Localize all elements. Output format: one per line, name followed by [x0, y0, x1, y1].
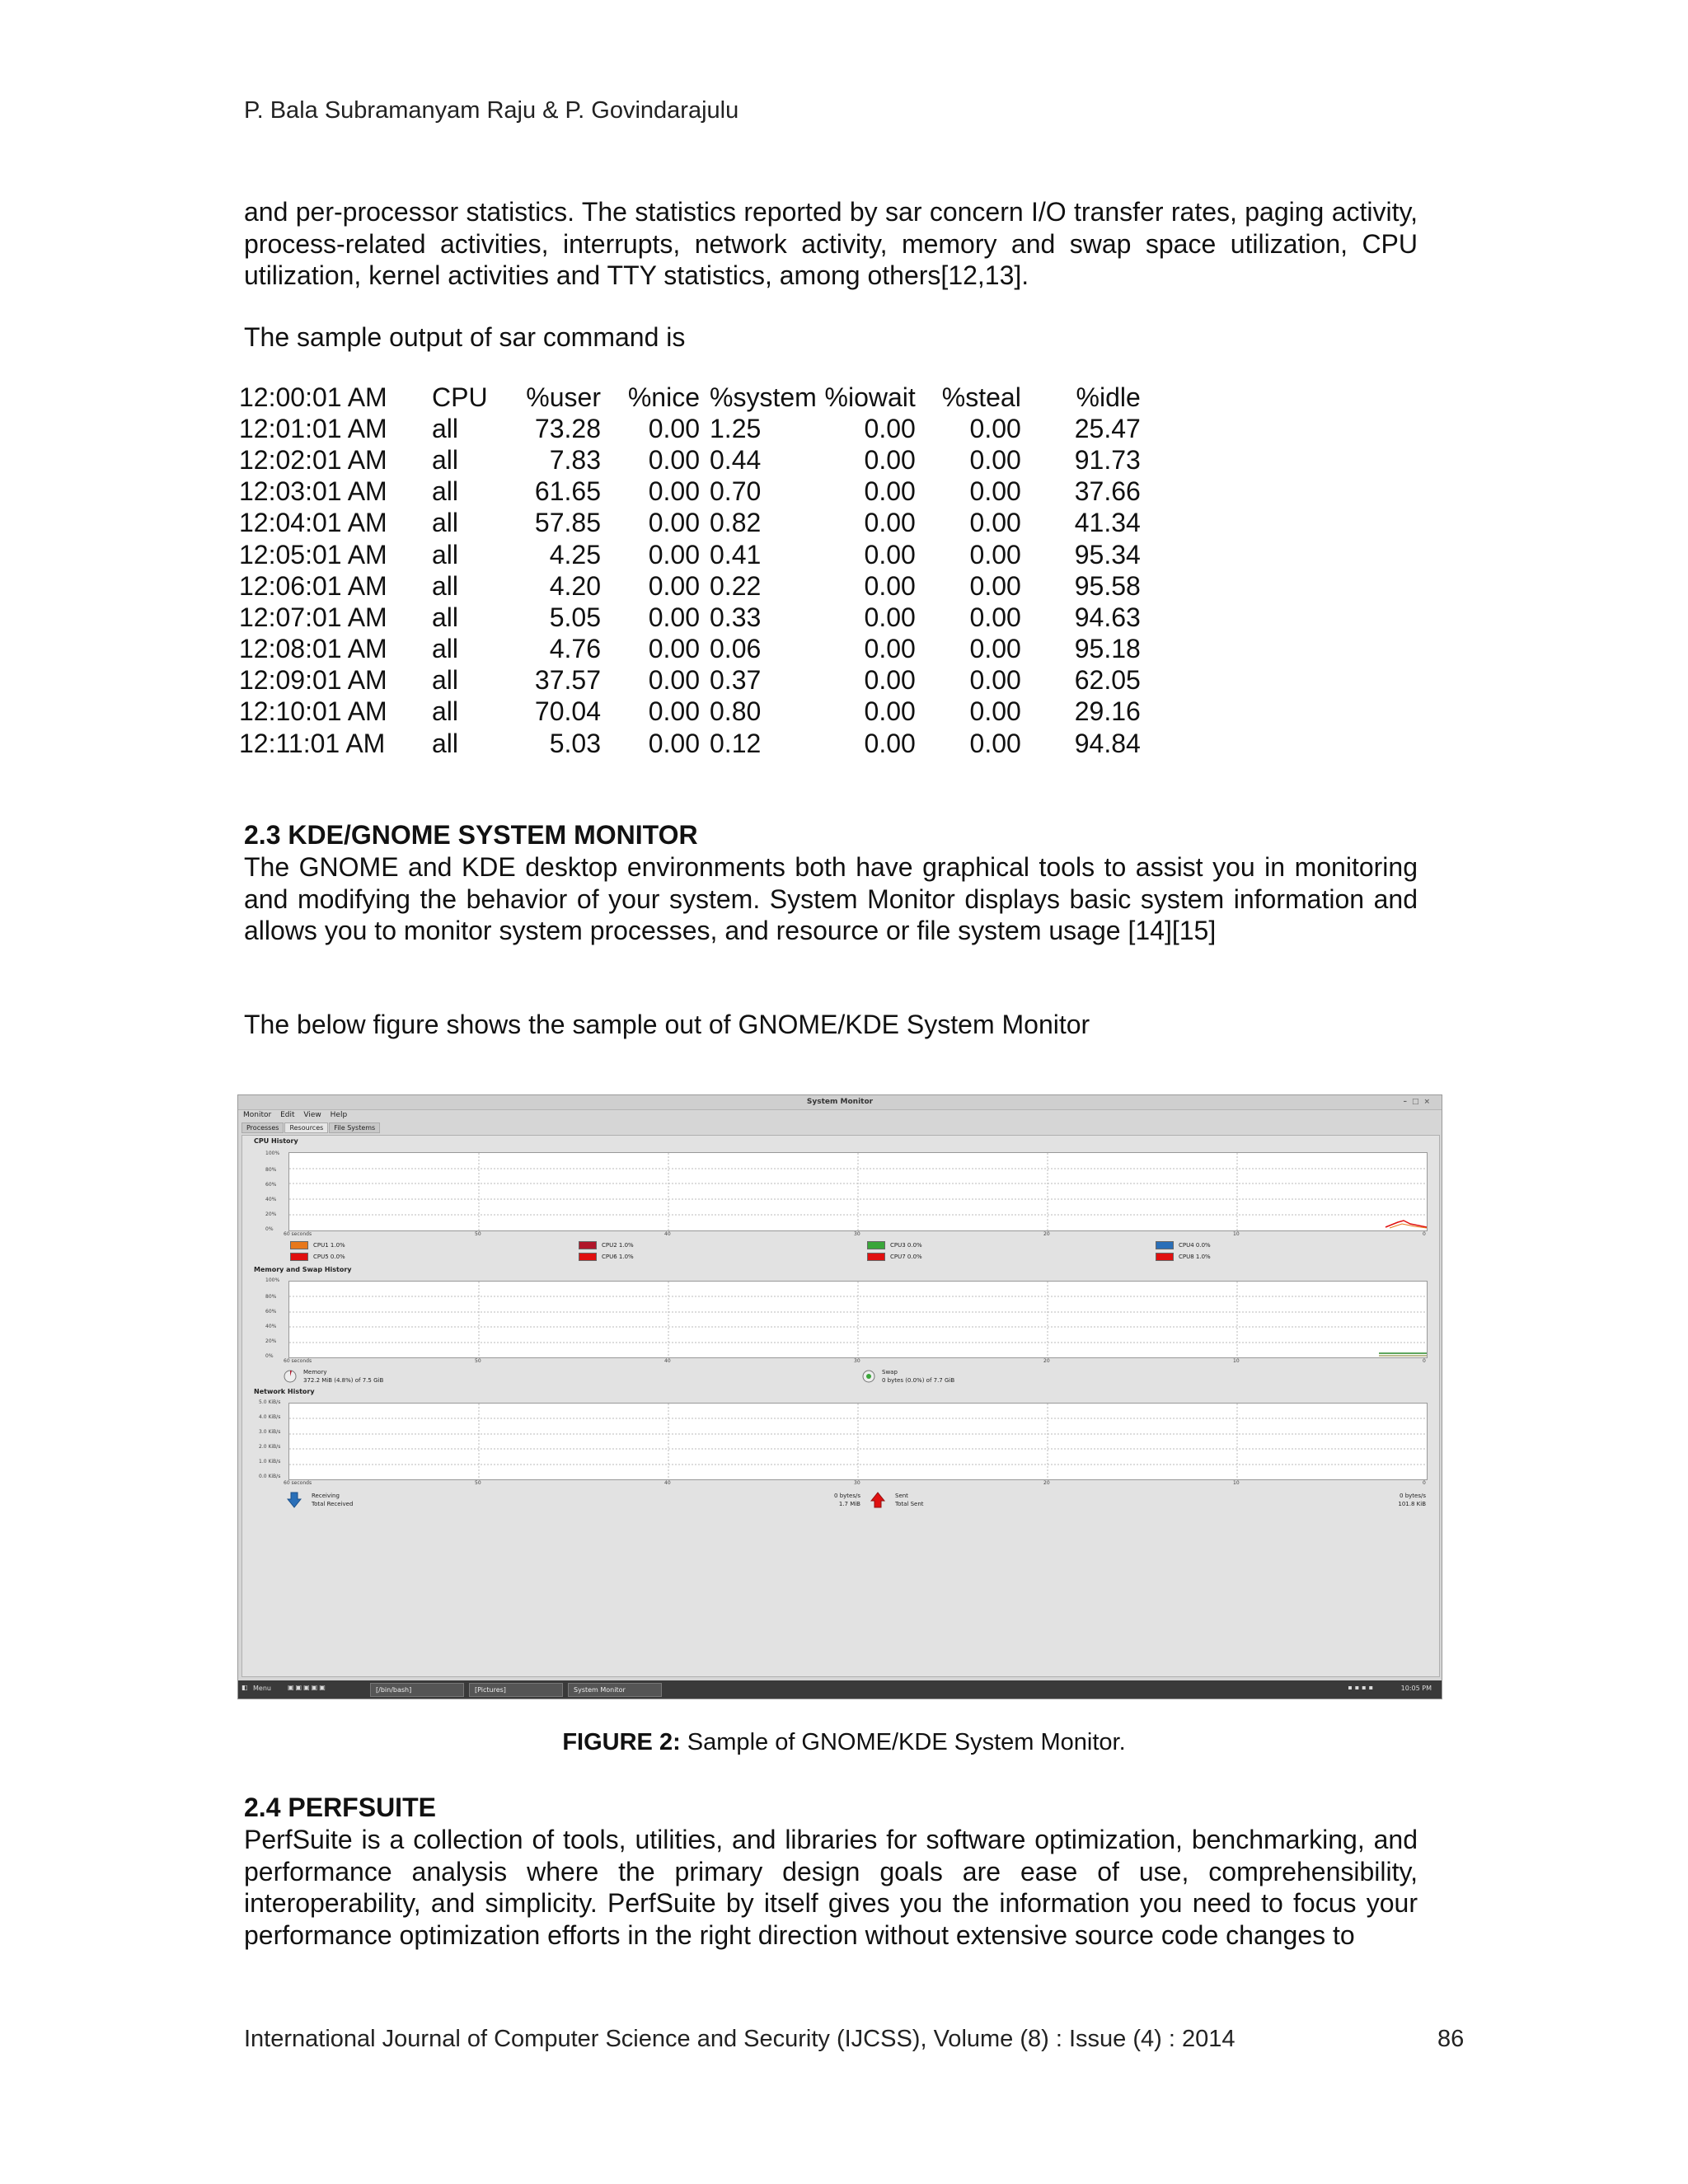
sar-cell: 37.66 — [1074, 476, 1141, 507]
x-tick: 40 — [664, 1231, 671, 1237]
window-controls[interactable] — [1403, 1095, 1435, 1109]
sar-cell: 0.00 — [648, 696, 700, 727]
sar-cell: 0.00 — [864, 476, 916, 507]
sar-cell: 0.00 — [648, 570, 700, 601]
sar-cell: all — [432, 539, 459, 569]
sar-cell: 0.00 — [864, 665, 916, 696]
sar-cell: 0.00 — [864, 444, 916, 475]
sar-cell: 0.00 — [969, 665, 1021, 696]
x-tick: 30 — [854, 1480, 860, 1486]
sar-cell: 0.00 — [969, 602, 1021, 632]
sar-cell: 0.00 — [864, 570, 916, 601]
sar-cell: 0.22 — [710, 570, 762, 601]
cpu-y-tick: 40% — [265, 1197, 277, 1202]
sar-cell: 7.83 — [549, 444, 601, 475]
sar-row — [239, 444, 1141, 476]
sar-cell: 61.65 — [534, 476, 601, 507]
x-tick: 50 — [475, 1231, 481, 1237]
sar-output-table — [239, 382, 1141, 759]
menu-edit[interactable]: Edit — [280, 1111, 295, 1119]
cpu6-label: CPU6 1.0% — [602, 1254, 634, 1260]
sar-cell: all — [432, 476, 459, 507]
sar-cell: 0.37 — [710, 665, 762, 696]
cpu2-legend — [579, 1241, 634, 1249]
cpu4-label: CPU4 0.0% — [1179, 1242, 1211, 1249]
x-tick: 20 — [1043, 1480, 1050, 1486]
sar-cell: 0.00 — [864, 728, 916, 758]
sar-cell: 0.00 — [648, 634, 700, 664]
window-title: System Monitor — [806, 1098, 874, 1106]
sar-cell: 0.00 — [648, 444, 700, 475]
menu-help[interactable]: Help — [330, 1111, 348, 1119]
sar-cell: 12:08:01 AM — [239, 634, 387, 664]
sar-cell: 0.00 — [969, 539, 1021, 569]
sar-cell: 12:03:01 AM — [239, 476, 387, 507]
sar-cell: 25.47 — [1074, 413, 1141, 443]
footer-journal: International Journal of Computer Science and Security (IJCSS), Volume (8) : Issue (4) : 2014 — [244, 2026, 1236, 2052]
cpu8-legend — [1156, 1253, 1211, 1261]
network-graph-svg — [289, 1404, 1427, 1479]
figure-caption-text: Sample of GNOME/KDE System Monitor. — [680, 1729, 1126, 1755]
sar-cell: 0.33 — [710, 602, 762, 632]
sar-cell: 12:06:01 AM — [239, 570, 387, 601]
download-arrow-icon[interactable] — [287, 1492, 302, 1508]
menu-view[interactable]: View — [303, 1111, 321, 1119]
memory-info — [284, 1368, 383, 1385]
sent-values — [1363, 1492, 1426, 1508]
network-grid — [289, 1404, 1427, 1479]
sar-cell: 0.00 — [648, 476, 700, 507]
cpu4-legend — [1156, 1241, 1211, 1249]
memory-history-graph — [288, 1281, 1428, 1358]
menu-launcher-icon[interactable]: ◧ — [241, 1684, 248, 1691]
sar-cell: 4.76 — [549, 634, 601, 664]
mem-y-tick: 20% — [265, 1338, 277, 1344]
cpu-grid — [289, 1153, 1427, 1230]
x-tick: 40 — [664, 1480, 671, 1486]
sar-cell: 12:10:01 AM — [239, 696, 387, 727]
sar-row — [239, 728, 1141, 759]
tab-processes[interactable]: Processes — [241, 1122, 284, 1133]
swap-value: 0 bytes (0.0%) of 7.7 GiB — [882, 1377, 955, 1384]
sar-header-cell: %system — [710, 382, 817, 412]
section-2-4-paragraph: PerfSuite is a collection of tools, utilities, and libraries for software optimization, benchmarking, and performance analysis where the primary design goals are ease of use, comprehensibility, interoperability, and simplicity. PerfSuite by itself gives you the information you need to focus your performance optimization efforts in the right direction without extensive source code changes to — [244, 1825, 1418, 1950]
window-titlebar — [238, 1095, 1442, 1110]
network-history-title: Network History — [254, 1388, 315, 1395]
sar-cell: 0.00 — [969, 444, 1021, 475]
net-y-tick: 1.0 KiB/s — [259, 1459, 281, 1465]
swap-pie-icon[interactable] — [862, 1370, 875, 1383]
memory-grid — [289, 1282, 1427, 1357]
sar-cell: 0.00 — [648, 413, 700, 443]
swap-info — [862, 1368, 954, 1385]
sar-cell: 0.70 — [710, 476, 762, 507]
sar-cell: all — [432, 728, 459, 758]
figure-caption-label: FIGURE 2: — [562, 1729, 681, 1755]
sar-cell: 91.73 — [1074, 444, 1141, 475]
cpu-y-tick: 100% — [265, 1151, 280, 1156]
net-y-tick: 4.0 KiB/s — [259, 1414, 281, 1420]
sar-cell: all — [432, 508, 459, 538]
x-tick: 20 — [1043, 1358, 1050, 1364]
mem-y-tick: 80% — [265, 1294, 277, 1300]
cpu2-label: CPU2 1.0% — [602, 1242, 634, 1249]
tab-file-systems[interactable]: File Systems — [329, 1122, 380, 1133]
sar-cell: 12:02:01 AM — [239, 444, 387, 475]
sar-cell: all — [432, 696, 459, 727]
figure-intro: The below figure shows the sample out of GNOME/KDE System Monitor — [244, 1010, 1090, 1039]
x-tick: 50 — [475, 1480, 481, 1486]
tab-resources[interactable]: Resources — [284, 1122, 328, 1133]
receiving-label: Receiving — [312, 1493, 340, 1499]
cpu4-swatch[interactable] — [1156, 1241, 1174, 1249]
page-number: 86 — [1437, 2026, 1465, 2052]
mem-y-tick: 100% — [265, 1277, 280, 1283]
sar-cell: 94.63 — [1074, 602, 1141, 632]
sar-cell: all — [432, 413, 459, 443]
x-tick: 10 — [1233, 1358, 1240, 1364]
sar-cell: 5.03 — [549, 728, 601, 758]
cpu5-label: CPU5 0.0% — [313, 1254, 345, 1260]
net-y-tick: 2.0 KiB/s — [259, 1444, 281, 1450]
sar-cell: all — [432, 602, 459, 632]
mem-y-tick: 0% — [265, 1353, 274, 1359]
tray-icons[interactable]: ▪▪▪▪ — [1348, 1684, 1376, 1691]
sar-row — [239, 665, 1141, 696]
taskbar-clock: 10:05 PM — [1400, 1685, 1432, 1692]
sar-cell: 12:05:01 AM — [239, 539, 387, 569]
sar-cell: 94.84 — [1074, 728, 1141, 758]
taskbar-pictures[interactable]: [Pictures] — [469, 1683, 563, 1697]
tab-bar — [241, 1122, 381, 1134]
sar-cell: 0.00 — [969, 570, 1021, 601]
sample-intro: The sample output of sar command is — [244, 322, 686, 352]
total-received-label: Total Received — [312, 1501, 354, 1507]
menu-bar — [243, 1109, 354, 1121]
x-tick: 30 — [854, 1358, 860, 1364]
sar-cell: all — [432, 444, 459, 475]
x-tick: 10 — [1233, 1231, 1240, 1237]
x-tick: 50 — [475, 1358, 481, 1364]
maximize-icon[interactable]: □ — [1411, 1098, 1424, 1106]
x-tick: 0 — [1423, 1358, 1426, 1364]
sar-row — [239, 570, 1141, 602]
sar-row — [239, 539, 1141, 570]
sar-cell: 0.00 — [969, 696, 1021, 727]
system-monitor-screenshot — [237, 1094, 1442, 1699]
net-y-tick: 3.0 KiB/s — [259, 1429, 281, 1435]
x-tick: 40 — [664, 1358, 671, 1364]
menu-monitor[interactable]: Monitor — [243, 1111, 272, 1119]
net-y-tick: 0.0 KiB/s — [259, 1474, 281, 1479]
cpu3-label: CPU3 0.0% — [890, 1242, 922, 1249]
sar-row — [239, 476, 1141, 508]
desktop-taskbar — [238, 1680, 1442, 1699]
cpu7-swatch[interactable] — [867, 1253, 885, 1261]
sar-cell: 0.00 — [969, 508, 1021, 538]
receiving-info — [287, 1492, 353, 1508]
memory-label: Memory — [303, 1369, 327, 1376]
sar-cell: 95.58 — [1074, 570, 1141, 601]
close-icon[interactable]: × — [1423, 1098, 1435, 1106]
sar-cell: 0.00 — [969, 728, 1021, 758]
quick-launch-icons[interactable]: ▣▣▣▣▣ — [288, 1684, 327, 1691]
memory-history-title: Memory and Swap History — [254, 1266, 352, 1273]
x-tick: 20 — [1043, 1231, 1050, 1237]
sar-cell: 12:11:01 AM — [239, 728, 386, 758]
sar-cell: 0.00 — [864, 539, 916, 569]
taskbar-terminal[interactable]: [/bin/bash] — [370, 1683, 464, 1697]
running-header: P. Bala Subramanyam Raju & P. Govindarajulu — [244, 97, 739, 124]
total-received-value: 1.7 MiB — [838, 1501, 860, 1507]
cpu-graph-svg — [289, 1153, 1427, 1230]
sar-cell: 0.06 — [710, 634, 762, 664]
sent-label: Sent — [895, 1493, 908, 1499]
taskbar-system-monitor[interactable]: System Monitor — [568, 1683, 662, 1697]
sar-cell: all — [432, 634, 459, 664]
x-tick: 0 — [1423, 1231, 1426, 1237]
sar-cell: 95.18 — [1074, 634, 1141, 664]
sar-cell: 0.00 — [969, 634, 1021, 664]
cpu8-swatch[interactable] — [1156, 1253, 1174, 1261]
sar-cell: 0.00 — [864, 634, 916, 664]
sar-cell: 0.00 — [969, 413, 1021, 443]
memory-graph-svg — [289, 1282, 1427, 1357]
menu-launcher[interactable]: Menu — [253, 1685, 271, 1692]
sar-cell: 0.12 — [710, 728, 762, 758]
cpu7-label: CPU7 0.0% — [890, 1254, 922, 1260]
cpu6-legend — [579, 1253, 634, 1261]
sar-cell: 29.16 — [1074, 696, 1141, 727]
sar-cell: 73.28 — [534, 413, 601, 443]
cpu1-label: CPU1 1.0% — [313, 1242, 345, 1249]
sar-cell: 57.85 — [534, 508, 601, 538]
x-tick: 60 seconds — [284, 1358, 312, 1364]
sar-cell: 37.57 — [534, 665, 601, 696]
x-tick: 60 seconds — [284, 1480, 312, 1486]
cpu2-swatch[interactable] — [579, 1241, 597, 1249]
minimize-icon[interactable]: – — [1403, 1098, 1412, 1106]
sar-header-cell: %iowait — [824, 382, 916, 412]
cpu5-swatch[interactable] — [290, 1253, 308, 1261]
sar-cell: 0.00 — [648, 665, 700, 696]
cpu7-legend — [867, 1253, 922, 1261]
sar-header-cell: %steal — [941, 382, 1021, 412]
sar-cell: 0.00 — [864, 508, 916, 538]
sar-cell: 5.05 — [549, 602, 601, 632]
sar-header-cell: CPU — [432, 382, 488, 412]
sar-cell: 0.44 — [710, 444, 762, 475]
swap-label: Swap — [882, 1369, 898, 1376]
sar-cell: 0.00 — [648, 539, 700, 569]
cpu-y-tick: 80% — [265, 1167, 277, 1173]
section-2-3-title: 2.3 KDE/GNOME SYSTEM MONITOR — [244, 820, 698, 850]
sar-header-cell: %nice — [627, 382, 700, 412]
sar-row — [239, 413, 1141, 444]
sar-cell: 0.82 — [710, 508, 762, 538]
net-y-tick: 5.0 KiB/s — [259, 1399, 281, 1405]
total-sent-label: Total Sent — [895, 1501, 924, 1507]
cpu5-legend — [290, 1253, 345, 1261]
sar-row — [239, 508, 1141, 539]
cpu-y-tick: 60% — [265, 1182, 277, 1188]
sar-cell: 62.05 — [1074, 665, 1141, 696]
receiving-rate: 0 bytes/s — [834, 1493, 860, 1499]
sar-cell: 0.00 — [864, 413, 916, 443]
sar-header-cell: %user — [526, 382, 601, 412]
sar-cell: 0.80 — [710, 696, 762, 727]
sar-cell: 0.00 — [864, 602, 916, 632]
receiving-values — [803, 1492, 860, 1508]
mem-y-tick: 40% — [265, 1324, 277, 1329]
x-tick: 30 — [854, 1231, 860, 1237]
sar-cell: 0.00 — [969, 476, 1021, 507]
sar-cell: 0.00 — [648, 508, 700, 538]
sar-cell: 12:01:01 AM — [239, 413, 387, 443]
x-tick: 60 seconds — [284, 1231, 312, 1237]
x-tick: 0 — [1423, 1480, 1426, 1486]
x-tick: 10 — [1233, 1480, 1240, 1486]
sar-cell: 1.25 — [710, 413, 762, 443]
mem-y-tick: 60% — [265, 1309, 277, 1315]
sar-cell: 12:04:01 AM — [239, 508, 387, 538]
sar-cell: 70.04 — [534, 696, 601, 727]
sent-info — [870, 1492, 924, 1508]
cpu-history-graph — [288, 1152, 1428, 1231]
sar-cell: 12:09:01 AM — [239, 665, 387, 696]
cpu-y-tick: 0% — [265, 1226, 274, 1232]
sar-cell: 41.34 — [1074, 508, 1141, 538]
sar-header-cell: 12:00:01 AM — [239, 382, 387, 412]
cpu1-legend — [290, 1241, 345, 1249]
figure-caption — [0, 1729, 1688, 1756]
resources-panel — [241, 1135, 1440, 1677]
sar-cell: all — [432, 665, 459, 696]
memory-value: 372.2 MiB (4.8%) of 7.5 GiB — [303, 1377, 384, 1384]
cpu6-swatch[interactable] — [579, 1253, 597, 1261]
cpu-usage-line — [1386, 1221, 1427, 1227]
sar-cell: 4.20 — [549, 570, 601, 601]
sar-cell: 4.25 — [549, 539, 601, 569]
sent-rate: 0 bytes/s — [1400, 1493, 1426, 1499]
cpu-y-tick: 20% — [265, 1212, 277, 1217]
cpu8-label: CPU8 1.0% — [1179, 1254, 1211, 1260]
memory-pie-icon[interactable] — [284, 1370, 297, 1383]
sar-cell: 0.00 — [648, 728, 700, 758]
cpu1-swatch[interactable] — [290, 1241, 308, 1249]
intro-paragraph: and per-processor statistics. The statistics reported by sar concern I/O transfer rates, paging activity, process-related activities, interrupts, network activity, memory and swap space utilization, CPU utilization, kernel activities and TTY statistics, among others[12,13]. — [244, 197, 1418, 290]
cpu3-swatch[interactable] — [867, 1241, 885, 1249]
cpu-history-title: CPU History — [254, 1137, 298, 1145]
sar-header-cell: %idle — [1076, 382, 1141, 412]
sar-row — [239, 634, 1141, 665]
section-2-3-paragraph: The GNOME and KDE desktop environments both have graphical tools to assist you in monitoring and modifying the behavior of your system. System Monitor displays basic system information and allows you to monitor system processes, and resource or file system usage [14][15] — [244, 852, 1418, 945]
sar-cell: 0.00 — [864, 696, 916, 727]
network-history-graph — [288, 1403, 1428, 1480]
sar-cell: 0.41 — [710, 539, 762, 569]
sar-cell: 0.00 — [648, 602, 700, 632]
sar-cell: all — [432, 570, 459, 601]
sar-row — [239, 602, 1141, 633]
total-sent-value: 101.8 KiB — [1398, 1501, 1426, 1507]
sar-row — [239, 696, 1141, 728]
section-2-4-title: 2.4 PERFSUITE — [244, 1793, 436, 1822]
cpu3-legend — [867, 1241, 922, 1249]
sar-cell: 12:07:01 AM — [239, 602, 387, 632]
upload-arrow-icon[interactable] — [870, 1492, 885, 1508]
sar-header-row — [239, 382, 1141, 413]
sar-cell: 95.34 — [1074, 539, 1141, 569]
